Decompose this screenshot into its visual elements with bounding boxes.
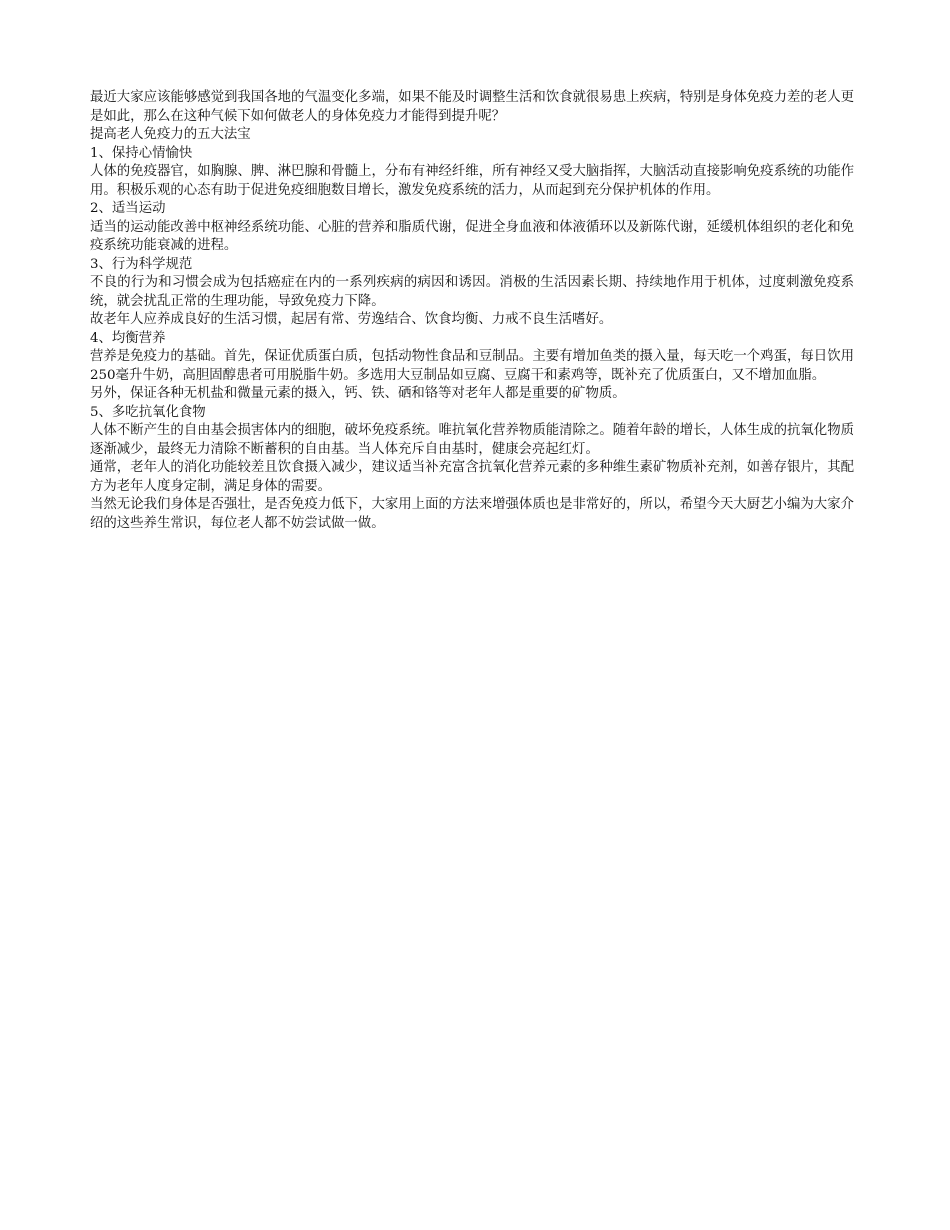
section-3-paragraph-2: 故老年人应养成良好的生活习惯，起居有常、劳逸结合、饮食均衡、力戒不良生活嗜好。 [90, 312, 613, 327]
section-4-paragraph-1: 营养是免疫力的基础。首先，保证优质蛋白质，包括动物性食品和豆制品。主要有增加鱼类的摄入量，每天吃一个鸡蛋，每日饮用250毫升牛奶，高胆固醇患者可用脱脂牛奶。多选用大豆制品如豆腐、豆腐干和素鸡等，既补充了优质蛋白，又不增加血脂。 [90, 349, 854, 383]
section-heading-5: 5、多吃抗氧化食物 [90, 404, 206, 420]
section-2-paragraph-1: 适当的运动能改善中枢神经系统功能、心脏的营养和脂质代谢，促进全身血液和体液循环以及新陈代谢，延缓机体组织的老化和免疫系统功能衰减的进程。 [90, 219, 854, 253]
article-title: 提高老人免疫力的五大法宝 [90, 127, 251, 142]
conclusion-paragraph: 当然无论我们身体是否强壮，是否免疫力低下，大家用上面的方法来增强体质也是非常好的，所以，希望今天大厨艺小编为大家介绍的这些养生常识，每位老人都不妨尝试做一做。 [90, 497, 854, 531]
section-heading-1: 1、保持心情愉快 [90, 145, 193, 161]
intro-paragraph: 最近大家应该能够感觉到我国各地的气温变化多端，如果不能及时调整生活和饮食就很易患上疾病，特别是身体免疫力差的老人更是如此，那么在这种气候下如何做老人的身体免疫力才能得到提升呢？ [90, 90, 854, 124]
section-3-paragraph-1: 不良的行为和习惯会成为包括癌症在内的一系列疾病的病因和诱因。消极的生活因素长期、持续地作用于机体，过度刺激免疫系统，就会扰乱正常的生理功能，导致免疫力下降。 [90, 275, 854, 309]
article-body [90, 89, 854, 533]
section-heading-2: 2、适当运动 [90, 201, 166, 216]
section-5-paragraph-2: 通常，老年人的消化功能较差且饮食摄入减少，建议适当补充富含抗氧化营养元素的多种维生素矿物质补充剂，如善存银片，其配方为老年人度身定制，满足身体的需要。 [90, 460, 854, 494]
section-heading-3: 3、行为科学规范 [90, 256, 193, 272]
section-5-paragraph-1: 人体不断产生的自由基会损害体内的细胞，破坏免疫系统。唯抗氧化营养物质能清除之。随着年龄的增长，人体生成的抗氧化物质逐渐减少，最终无力清除不断蓄积的自由基。当人体充斥自由基时，健康会亮起红灯。 [90, 423, 854, 457]
section-4-paragraph-2: 另外，保证各种无机盐和微量元素的摄入，钙、铁、硒和铬等对老年人都是重要的矿物质。 [90, 386, 626, 401]
section-1-paragraph-1: 人体的免疫器官，如胸腺、脾、淋巴腺和骨髓上，分布有神经纤维，所有神经又受大脑指挥，大脑活动直接影响免疫系统的功能作用。积极乐观的心态有助于促进免疫细胞数目增长，激发免疫系统的活力，从而起到充分保护机体的作用。 [90, 164, 854, 198]
section-heading-4: 4、均衡营养 [90, 330, 166, 346]
